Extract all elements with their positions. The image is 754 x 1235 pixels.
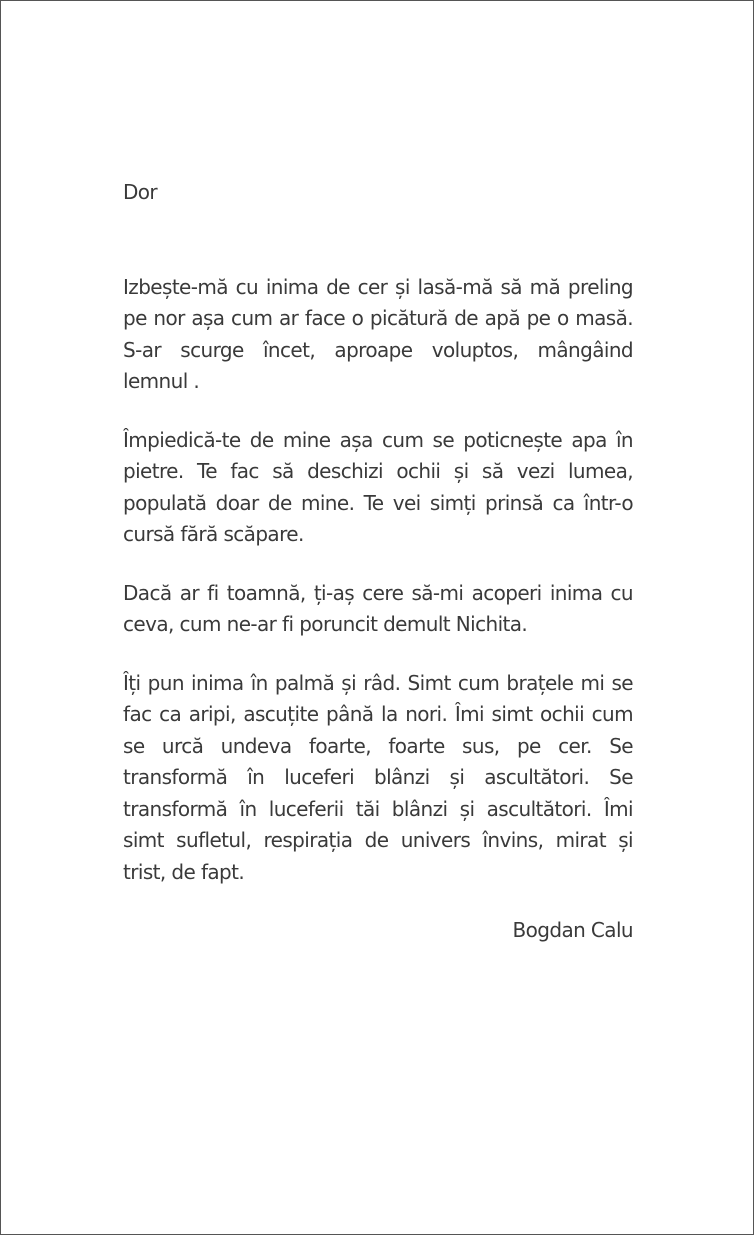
poem-title: Dor <box>123 180 158 204</box>
paragraph-1: Izbește-mă cu inima de cer și lasă-mă să mă preling pe nor așa cum ar face o picătură de apă pe o masă. S-ar scurge încet, aproape voluptos, mângâind lemnul . <box>123 274 633 393</box>
paragraph-4: Îți pun inima în palmă și râd. Simt cum brațele mi se fac ca aripi, ascuțite până la nori. Îmi simt ochii cum se urcă undeva foarte, foarte sus, pe cer. Se transformă în luceferi blânzi și ascultători. Se transformă în luceferii tăi blânzi și ascultători. Îmi simt sufletul, respirația de univers învins, mirat și trist, de fapt. <box>123 670 633 884</box>
author-signature: Bogdan Calu <box>512 918 633 942</box>
paragraph-2: Împiedică-te de mine așa cum se poticnește apa în pietre. Te fac să deschizi ochii și să vezi lumea, populată doar de mine. Te vei simți prinsă ca într-o cursă fără scăpare. <box>123 427 633 546</box>
paragraph-3: Dacă ar fi toamnă, ți-aș cere să-mi acoperi inima cu ceva, cum ne-ar fi poruncit demult Nichita. <box>123 580 633 636</box>
poem-body <box>123 177 633 947</box>
